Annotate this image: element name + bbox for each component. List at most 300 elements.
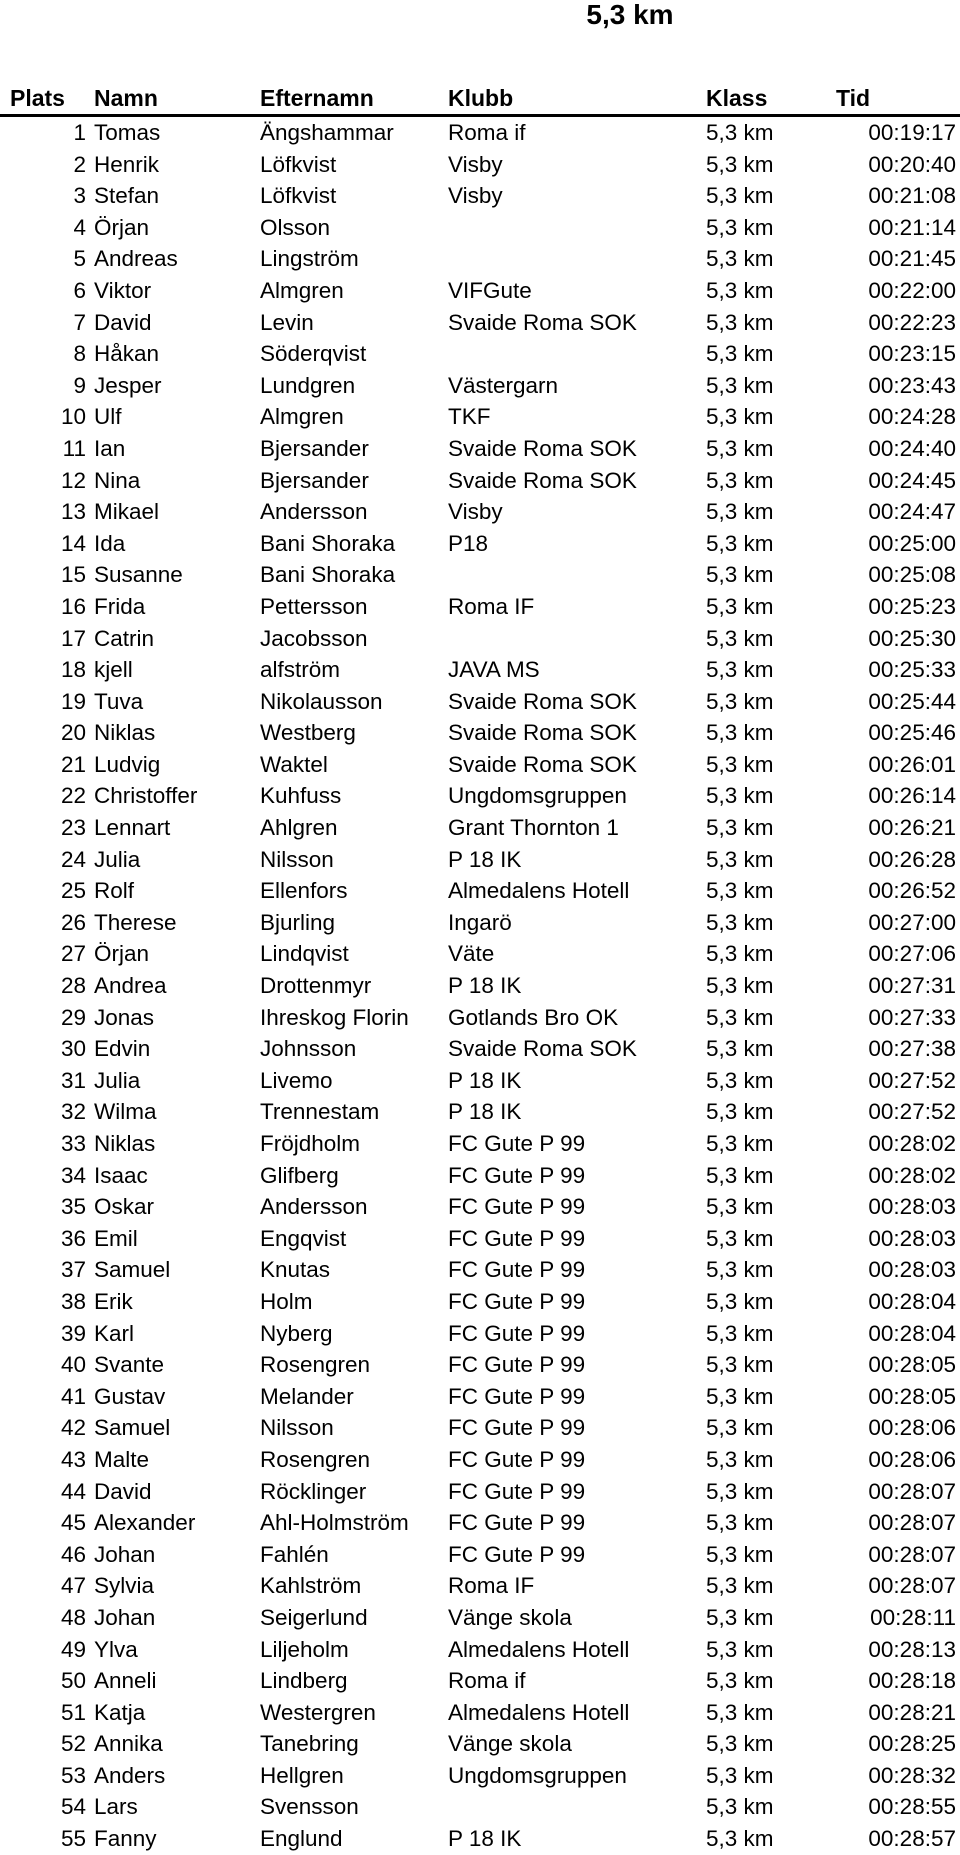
cell-klubb: Roma if [448, 120, 526, 145]
cell-namn: Svante [94, 1352, 165, 1378]
cell-plats: 7 [73, 309, 86, 335]
cell-tid: 00:27:06 [868, 941, 956, 967]
cell-namn: David [94, 1478, 152, 1504]
cell-namn: Malte [94, 1446, 150, 1472]
cell-klass: 5,3 km [706, 499, 774, 525]
cell-namn: Andrea [94, 973, 167, 999]
cell-klass: 5,3 km [706, 341, 774, 367]
table-row [0, 970, 960, 1002]
cell-plats: 19 [60, 688, 86, 714]
cell-tid: 00:26:01 [868, 751, 956, 777]
cell-efternamn: Lindberg [260, 1668, 348, 1694]
cell-efternamn: Bani Shoraka [260, 530, 396, 556]
cell-klubb: Roma IF [448, 1573, 535, 1599]
table-row [0, 623, 960, 655]
cell-tid: 00:21:45 [868, 246, 956, 272]
cell-klubb: Ungdomsgruppen [448, 783, 627, 809]
cell-klass: 5,3 km [706, 1067, 774, 1093]
cell-namn: Sylvia [94, 1573, 155, 1599]
cell-tid: 00:27:00 [868, 909, 956, 935]
cell-tid: 00:28:07 [868, 1573, 956, 1599]
header-klubb: Klubb [448, 85, 514, 111]
cell-klubb: FC Gute P 99 [448, 1478, 586, 1504]
cell-efternamn: Bjersander [260, 435, 369, 461]
cell-efternamn: Nikolausson [260, 688, 383, 714]
cell-efternamn: Seigerlund [260, 1604, 368, 1630]
cell-klass: 5,3 km [706, 151, 774, 177]
table-row [0, 1318, 960, 1350]
cell-tid: 00:28:06 [868, 1446, 956, 1472]
cell-klass: 5,3 km [706, 309, 774, 335]
cell-tid: 00:24:40 [868, 435, 956, 461]
cell-klass: 5,3 km [706, 846, 774, 872]
cell-klubb: Svaide Roma SOK [448, 1036, 637, 1062]
cell-namn: Alexander [94, 1510, 196, 1536]
cell-efternamn: Lingström [260, 246, 359, 272]
cell-efternamn: Drottenmyr [260, 973, 372, 999]
cell-plats: 25 [60, 878, 86, 904]
cell-namn: Therese [94, 909, 177, 935]
cell-tid: 00:27:52 [868, 1067, 956, 1093]
cell-efternamn: Bjurling [260, 909, 336, 935]
results-table [0, 82, 960, 1855]
cell-klass: 5,3 km [706, 1004, 774, 1030]
cell-plats: 26 [60, 909, 86, 935]
table-row [0, 1033, 960, 1065]
header-klass: Klass [706, 85, 768, 111]
cell-klubb: FC Gute P 99 [448, 1446, 586, 1472]
cell-tid: 00:24:28 [868, 404, 956, 430]
cell-efternamn: Ängshammar [260, 120, 394, 145]
cell-plats: 16 [60, 593, 86, 619]
cell-namn: Annika [94, 1731, 163, 1757]
cell-klubb: FC Gute P 99 [448, 1131, 586, 1156]
table-row [0, 749, 960, 781]
cell-efternamn: Holm [260, 1288, 313, 1314]
cell-namn: Johan [94, 1604, 156, 1630]
cell-efternamn: Pettersson [260, 593, 368, 619]
cell-klubb: Ingarö [448, 909, 512, 935]
table-row [0, 1444, 960, 1476]
cell-namn: Gustav [94, 1383, 166, 1409]
cell-klubb: P18 [448, 530, 489, 556]
cell-tid: 00:24:45 [868, 467, 956, 493]
table-row [0, 938, 960, 970]
cell-efternamn: Löfkvist [260, 183, 337, 209]
cell-klass: 5,3 km [706, 1288, 774, 1314]
cell-plats: 11 [62, 435, 86, 461]
cell-klubb: FC Gute P 99 [448, 1194, 586, 1220]
cell-efternamn: Fahlén [260, 1541, 329, 1567]
table-row [0, 117, 960, 149]
cell-plats: 40 [60, 1352, 86, 1378]
cell-klubb: Visby [448, 151, 503, 177]
cell-klubb: Roma if [448, 1668, 526, 1694]
cell-tid: 00:28:07 [868, 1541, 956, 1567]
cell-klass: 5,3 km [706, 1636, 774, 1662]
cell-namn: Anders [94, 1762, 166, 1788]
cell-namn: David [94, 309, 152, 335]
cell-klass: 5,3 km [706, 562, 774, 588]
cell-efternamn: Andersson [260, 1194, 368, 1220]
cell-namn: Lennart [94, 815, 171, 841]
cell-klubb: FC Gute P 99 [448, 1288, 586, 1314]
cell-klubb: Almedalens Hotell [448, 1636, 630, 1662]
table-row [0, 1002, 960, 1034]
cell-tid: 00:26:52 [868, 878, 956, 904]
cell-namn: Håkan [94, 341, 160, 367]
cell-klass: 5,3 km [706, 1320, 774, 1346]
cell-klubb: Roma IF [448, 593, 535, 619]
cell-efternamn: Kahlström [260, 1573, 362, 1599]
cell-tid: 00:28:13 [868, 1636, 956, 1662]
cell-tid: 00:28:03 [868, 1257, 956, 1283]
cell-klass: 5,3 km [706, 1036, 774, 1062]
cell-efternamn: Bjersander [260, 467, 369, 493]
table-row [0, 1096, 960, 1128]
cell-tid: 00:21:14 [868, 214, 956, 240]
table-row [0, 1223, 960, 1255]
cell-namn: Katja [94, 1699, 146, 1725]
header-efternamn: Efternamn [260, 85, 374, 111]
cell-efternamn: Levin [260, 309, 314, 335]
cell-klass: 5,3 km [706, 657, 774, 683]
cell-plats: 2 [73, 151, 86, 177]
cell-tid: 00:28:57 [868, 1826, 956, 1852]
cell-plats: 43 [60, 1446, 86, 1472]
cell-tid: 00:25:46 [868, 720, 956, 746]
cell-plats: 31 [60, 1067, 86, 1093]
cell-tid: 00:28:06 [868, 1415, 956, 1441]
cell-tid: 00:28:04 [868, 1288, 956, 1314]
cell-klass: 5,3 km [706, 214, 774, 240]
table-row [0, 370, 960, 402]
table-row [0, 1539, 960, 1571]
cell-tid: 00:22:00 [868, 277, 956, 303]
cell-klubb: P 18 IK [448, 846, 522, 872]
cell-klubb: Svaide Roma SOK [448, 309, 637, 335]
cell-plats: 13 [60, 499, 86, 525]
cell-plats: 1 [73, 120, 86, 145]
cell-efternamn: Jacobsson [260, 625, 368, 651]
cell-tid: 00:27:52 [868, 1099, 956, 1125]
cell-plats: 17 [60, 625, 86, 651]
cell-plats: 54 [60, 1794, 86, 1820]
cell-efternamn: Andersson [260, 499, 368, 525]
table-row [0, 1160, 960, 1192]
cell-klass: 5,3 km [706, 688, 774, 714]
table-row [0, 433, 960, 465]
cell-efternamn: Melander [260, 1383, 354, 1409]
table-row [0, 1728, 960, 1760]
cell-plats: 12 [60, 467, 86, 493]
table-row [0, 1507, 960, 1539]
cell-efternamn: Ellenfors [260, 878, 348, 904]
table-row [0, 528, 960, 560]
cell-klubb: Ungdomsgruppen [448, 1762, 627, 1788]
header-namn: Namn [94, 85, 158, 111]
cell-klass: 5,3 km [706, 1668, 774, 1694]
cell-tid: 00:21:08 [868, 183, 956, 209]
table-row [0, 307, 960, 339]
cell-tid: 00:23:15 [868, 341, 956, 367]
cell-klass: 5,3 km [706, 1604, 774, 1630]
cell-tid: 00:20:40 [868, 151, 956, 177]
cell-klass: 5,3 km [706, 1794, 774, 1820]
cell-klass: 5,3 km [706, 1415, 774, 1441]
cell-efternamn: alfström [260, 657, 341, 683]
cell-klass: 5,3 km [706, 246, 774, 272]
cell-klubb: P 18 IK [448, 1067, 522, 1093]
table-row [0, 1191, 960, 1223]
cell-efternamn: Waktel [260, 751, 328, 777]
cell-namn: Samuel [94, 1257, 171, 1283]
cell-efternamn: Nyberg [260, 1320, 333, 1346]
cell-klass: 5,3 km [706, 467, 774, 493]
cell-plats: 49 [60, 1636, 86, 1662]
cell-klass: 5,3 km [706, 909, 774, 935]
cell-tid: 00:25:08 [868, 562, 956, 588]
cell-namn: Christoffer [94, 783, 198, 809]
table-row [0, 1349, 960, 1381]
cell-tid: 00:26:14 [868, 783, 956, 809]
cell-namn: Ulf [94, 404, 122, 430]
cell-plats: 6 [73, 277, 86, 303]
table-row [0, 1570, 960, 1602]
cell-klubb: Grant Thornton 1 [448, 815, 619, 841]
cell-plats: 18 [60, 657, 86, 683]
cell-tid: 00:19:17 [868, 120, 956, 145]
cell-klass: 5,3 km [706, 1573, 774, 1599]
cell-plats: 52 [60, 1731, 86, 1757]
cell-tid: 00:28:32 [868, 1762, 956, 1788]
cell-efternamn: Engqvist [260, 1225, 347, 1251]
table-row [0, 212, 960, 244]
cell-plats: 47 [60, 1573, 86, 1599]
cell-efternamn: Löfkvist [260, 151, 337, 177]
cell-plats: 20 [60, 720, 86, 746]
table-row [0, 875, 960, 907]
cell-efternamn: Lindqvist [260, 941, 349, 967]
cell-plats: 36 [60, 1225, 86, 1251]
table-row [0, 780, 960, 812]
cell-plats: 35 [60, 1194, 86, 1220]
cell-tid: 00:27:38 [868, 1036, 956, 1062]
cell-namn: Nina [94, 467, 141, 493]
cell-plats: 28 [60, 973, 86, 999]
cell-efternamn: Englund [260, 1826, 343, 1852]
cell-tid: 00:27:33 [868, 1004, 956, 1030]
cell-klubb: JAVA MS [448, 657, 540, 683]
cell-tid: 00:25:00 [868, 530, 956, 556]
cell-namn: Ida [94, 530, 126, 556]
cell-efternamn: Livemo [260, 1067, 333, 1093]
cell-efternamn: Olsson [260, 214, 331, 240]
table-header [0, 82, 960, 117]
cell-efternamn: Westergren [260, 1699, 376, 1725]
cell-plats: 44 [60, 1478, 86, 1504]
cell-plats: 42 [60, 1415, 86, 1441]
cell-klubb: Visby [448, 183, 503, 209]
cell-efternamn: Hellgren [260, 1762, 344, 1788]
cell-klass: 5,3 km [706, 1826, 774, 1852]
cell-klubb: Visby [448, 499, 503, 525]
cell-klubb: Vänge skola [448, 1604, 572, 1630]
table-row [0, 401, 960, 433]
cell-klass: 5,3 km [706, 1478, 774, 1504]
cell-tid: 00:28:55 [868, 1794, 956, 1820]
cell-klass: 5,3 km [706, 720, 774, 746]
cell-namn: Henrik [94, 151, 160, 177]
cell-plats: 29 [60, 1004, 86, 1030]
header-tid: Tid [836, 85, 871, 111]
header-plats: Plats [10, 85, 65, 111]
cell-plats: 10 [60, 404, 86, 430]
cell-klubb: FC Gute P 99 [448, 1383, 586, 1409]
cell-namn: Tomas [94, 120, 161, 145]
cell-efternamn: Rosengren [260, 1446, 371, 1472]
cell-klass: 5,3 km [706, 625, 774, 651]
cell-tid: 00:28:21 [868, 1699, 956, 1725]
cell-klubb: Svaide Roma SOK [448, 688, 637, 714]
cell-klubb: Vänge skola [448, 1731, 572, 1757]
table-row [0, 1286, 960, 1318]
cell-namn: kjell [94, 657, 133, 683]
cell-plats: 5 [73, 246, 86, 272]
cell-klubb: Almedalens Hotell [448, 1699, 630, 1725]
cell-efternamn: Söderqvist [260, 341, 367, 367]
cell-klubb: FC Gute P 99 [448, 1257, 586, 1283]
table-row [0, 1760, 960, 1792]
cell-namn: Julia [94, 1067, 141, 1093]
cell-plats: 33 [60, 1131, 86, 1156]
table-row [0, 844, 960, 876]
cell-tid: 00:26:28 [868, 846, 956, 872]
cell-namn: Ian [94, 435, 126, 461]
cell-plats: 21 [60, 751, 86, 777]
cell-efternamn: Nilsson [260, 1415, 334, 1441]
cell-klass: 5,3 km [706, 751, 774, 777]
cell-klass: 5,3 km [706, 941, 774, 967]
cell-klubb: FC Gute P 99 [448, 1541, 586, 1567]
cell-efternamn: Knutas [260, 1257, 331, 1283]
cell-efternamn: Kuhfuss [260, 783, 342, 809]
cell-tid: 00:25:33 [868, 657, 956, 683]
cell-klass: 5,3 km [706, 1257, 774, 1283]
cell-plats: 4 [73, 214, 86, 240]
cell-plats: 8 [73, 341, 86, 367]
table-row [0, 686, 960, 718]
cell-namn: Niklas [94, 1131, 156, 1156]
cell-efternamn: Almgren [260, 404, 344, 430]
cell-plats: 15 [60, 562, 86, 588]
cell-namn: Edvin [94, 1036, 151, 1062]
table-row [0, 1128, 960, 1160]
cell-tid: 00:28:07 [868, 1510, 956, 1536]
cell-klass: 5,3 km [706, 973, 774, 999]
cell-plats: 38 [60, 1288, 86, 1314]
cell-tid: 00:28:02 [868, 1131, 956, 1156]
cell-namn: Jonas [94, 1004, 155, 1030]
cell-tid: 00:28:03 [868, 1225, 956, 1251]
cell-plats: 39 [60, 1320, 86, 1346]
table-row [0, 1823, 960, 1855]
cell-namn: Isaac [94, 1162, 148, 1188]
cell-klubb: Väte [448, 941, 495, 967]
table-row [0, 275, 960, 307]
cell-tid: 00:28:05 [868, 1352, 956, 1378]
cell-klass: 5,3 km [706, 1352, 774, 1378]
cell-tid: 00:26:21 [868, 815, 956, 841]
cell-klubb: Gotlands Bro OK [448, 1004, 619, 1030]
cell-efternamn: Ahl-Holmström [260, 1510, 409, 1536]
table-body [0, 117, 960, 1855]
cell-klass: 5,3 km [706, 878, 774, 904]
cell-klubb: FC Gute P 99 [448, 1162, 586, 1188]
cell-namn: Andreas [94, 246, 178, 272]
cell-klass: 5,3 km [706, 404, 774, 430]
table-row [0, 1381, 960, 1413]
cell-namn: Viktor [94, 277, 152, 303]
cell-klubb: Svaide Roma SOK [448, 720, 637, 746]
cell-namn: Lars [94, 1794, 138, 1820]
cell-tid: 00:25:30 [868, 625, 956, 651]
table-row [0, 1697, 960, 1729]
cell-klass: 5,3 km [706, 815, 774, 841]
cell-tid: 00:28:02 [868, 1162, 956, 1188]
cell-klubb: Svaide Roma SOK [448, 751, 637, 777]
cell-klass: 5,3 km [706, 183, 774, 209]
cell-efternamn: Tanebring [260, 1731, 359, 1757]
cell-efternamn: Lundgren [260, 372, 356, 398]
cell-klass: 5,3 km [706, 1510, 774, 1536]
cell-namn: Fanny [94, 1826, 157, 1852]
cell-namn: Örjan [94, 214, 150, 240]
cell-namn: Frida [94, 593, 146, 619]
cell-namn: Susanne [94, 562, 183, 588]
cell-klass: 5,3 km [706, 1699, 774, 1725]
cell-klubb: FC Gute P 99 [448, 1415, 586, 1441]
cell-namn: Tuva [94, 688, 144, 714]
table-row [0, 1254, 960, 1286]
cell-namn: Catrin [94, 625, 155, 651]
cell-plats: 14 [60, 530, 86, 556]
cell-klubb: FC Gute P 99 [448, 1352, 586, 1378]
cell-efternamn: Ahlgren [260, 815, 338, 841]
cell-plats: 22 [60, 783, 86, 809]
cell-plats: 32 [60, 1099, 86, 1125]
cell-namn: Erik [94, 1288, 133, 1314]
cell-plats: 24 [60, 846, 86, 872]
cell-tid: 00:28:03 [868, 1194, 956, 1220]
table-row [0, 1412, 960, 1444]
table-row [0, 591, 960, 623]
cell-plats: 30 [60, 1036, 86, 1062]
cell-namn: Ylva [94, 1636, 138, 1662]
cell-namn: Mikael [94, 499, 160, 525]
cell-plats: 37 [60, 1257, 86, 1283]
cell-tid: 00:25:23 [868, 593, 956, 619]
cell-namn: Jesper [94, 372, 162, 398]
cell-klass: 5,3 km [706, 1194, 774, 1220]
cell-efternamn: Trennestam [260, 1099, 380, 1125]
cell-plats: 23 [60, 815, 86, 841]
page-title: 5,3 km [586, 0, 674, 30]
cell-namn: Rolf [94, 878, 135, 904]
table-row [0, 180, 960, 212]
cell-efternamn: Fröjdholm [260, 1131, 361, 1156]
cell-klass: 5,3 km [706, 593, 774, 619]
